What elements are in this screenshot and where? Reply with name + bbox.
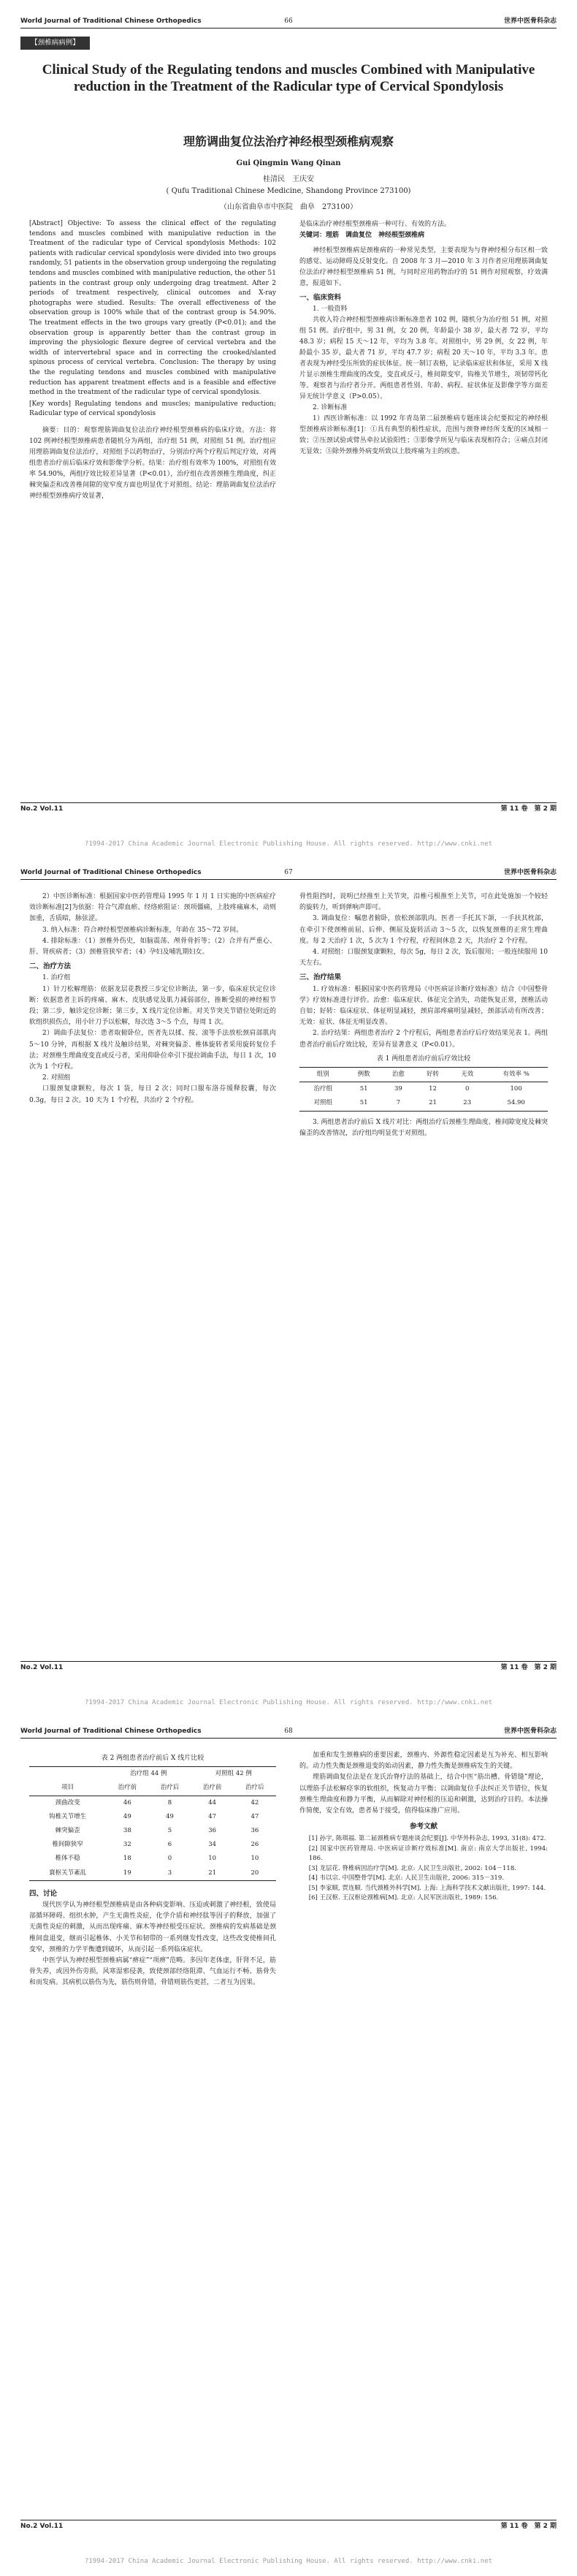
table-cell: 49	[123, 1812, 131, 1820]
table-cell: 46	[123, 1798, 131, 1806]
table-1	[299, 1067, 548, 1112]
efficacy-criteria-paragraph: 1. 疗效标准：根据国家中医药管理局《中医病证诊断疗效标准》结合《中国整骨学》疗效标准进行评价。治愈：临床症状、体征完全消失，功能恢复正常，颈椎活动自如；好转：临床症状、体征明显减轻，颈肩部疼痛明显减轻，颈部活动有所改善；无效：症状、体征无明显改善。	[299, 985, 548, 1027]
inclusion-paragraph: 3. 纳入标准：符合神经根型颈椎病诊断标准，年龄在 35～72 岁间。	[42, 926, 243, 934]
table-cell: 44	[208, 1798, 217, 1806]
intro-paragraph: 神经根型颈椎病是颈椎病的一种常见类型，主要表现为与脊神经根分布区相一致的感觉、运动障碍及反射变化。自 2008 年 3 月—2010 年 3 月作者应用理筋调曲复位法治疗神经根型颈椎病 51 例，与同时应用药物治疗的 51 例作对照观察，疗效满意，报道如下。	[299, 247, 548, 287]
affiliation-cn: （山东省曲阜市中医院 曲阜 273100）	[219, 203, 358, 211]
diagnosis-paragraph: 1）西医诊断标准：以 1992 年青岛第二届颈椎病专题座谈会纪要拟定的神经根型颈椎病诊断标准[1]：①具有典型的根性症状，范围与颈脊神经所支配的区域相一致；②压颈试验或臂丛牵拉试验阳性；③影像学所见与临床表现相符合；④痛点封闭无显效；⑤除外颈椎外病变所致以上肢疼痛为主的疾患。	[299, 415, 548, 455]
reduction-paragraph: 3. 调曲复位：嘱患者俯卧，放松颈部肌肉。医者一手托其下颌，一手扶其枕部，在牵引下使颈椎前屈、后伸、侧屈及旋转活动 3～5 次，以恢复颈椎的正常生理曲度。每 2 天治疗 1 次，5 次为 1 个疗程，疗程间休息 2 天，共治疗 2 个疗程。	[299, 915, 548, 945]
journal-name-en: World Journal of Traditional Chinese Orthopedics	[20, 1728, 202, 1735]
table-cell: 23	[450, 1096, 484, 1111]
section-label: 【颈椎病病例】	[20, 37, 90, 50]
table-group-header: 治疗组 44 例	[106, 1767, 191, 1782]
table-cell: 0	[465, 1085, 470, 1093]
table-cell: 51	[347, 1096, 381, 1111]
right-column	[299, 219, 548, 457]
xray-comparison-paragraph: 3. 两组患者治疗前后 X 线片对比：两组治疗后颈椎生理曲度、椎间隙宽度及棘突偏歪的改善情况，治疗组均明显优于对照组。	[299, 1118, 548, 1137]
reference-item: [2] 国家中医药管理局. 中医病证诊断疗效标准[M]. 南京: 南京大学出版社, 1994: 186.	[308, 1844, 548, 1863]
footer-issue-cn: 第 11 卷 第 2 期	[500, 2523, 557, 2530]
table-cell: 19	[106, 1866, 148, 1881]
left-column	[29, 1750, 276, 1989]
table-header: 治疗前	[106, 1781, 148, 1796]
watermark: ?1994-2017 China Academic Journal Electronic Publishing House. All rights reserved. http://www.cnki.net	[84, 840, 493, 848]
section-heading-1: 一、临床资料	[299, 294, 342, 302]
control-paragraph: 口服颈复康颗粒，每次 1 袋，每日 2 次；同时口服布洛芬缓释胶囊，每次 0.3g，每日 2 次。10 天为 1 个疗程，共治疗 2 个疗程。	[29, 1085, 276, 1104]
table-cell: 3	[148, 1866, 191, 1881]
footer-issue: No.2 Vol.11	[20, 2523, 64, 2530]
journal-name-cn: 世界中医骨科杂志	[503, 869, 557, 876]
section-heading-2: 二、治疗方法	[29, 962, 72, 971]
table-cell: 10	[251, 1855, 259, 1863]
table-header: 治疗后	[148, 1781, 191, 1796]
page-footer	[20, 1661, 557, 1673]
table-row	[299, 1082, 548, 1097]
references-title: 参考文献	[409, 1823, 437, 1831]
exclusion-paragraph: 4. 排除标准：（1）颈椎外伤史，如脑震荡、颅骨骨折等；（2）合并有严重心、肝、肾疾病者；（3）颈椎管狭窄者；（4）孕妇及哺乳期妇女。	[29, 937, 276, 957]
reference-item: [5] 李家顺, 贾连顺. 当代颈椎外科学[M]. 上海: 上海科学技术文献出版社, 1997: 144.	[308, 1884, 546, 1892]
table-cell: 棘突偏歪	[55, 1827, 80, 1835]
table-cell: 21	[416, 1096, 450, 1111]
affiliation-en: ( Qufu Traditional Chinese Medicine, Shandong Province 273100)	[166, 187, 411, 195]
reference-item: [3] 龙层花. 脊椎病因治疗学[M]. 北京: 人民卫生出版社, 2002: 104－118.	[308, 1864, 516, 1872]
table-row	[29, 1824, 276, 1838]
page-footer	[20, 802, 557, 815]
table-2	[29, 1766, 276, 1881]
table-row	[299, 1096, 548, 1111]
table-cell: 21	[191, 1866, 234, 1881]
table-group-header: 对照组 42 例	[191, 1767, 276, 1782]
reference-item: [6] 王汉枢. 王汉枢论颈椎病[M]. 北京: 人民军医出版社, 1989: 156.	[308, 1894, 499, 1902]
table-cell: 6	[167, 1841, 172, 1849]
table-row	[29, 1796, 276, 1810]
discussion-paragraph-4: 理筋调曲复位法是在龙氏治脊疗法的基础上，结合中医“筋出槽、骨错缝”理论，以理筋手法松解痉挛的软组织，恢复动力平衡；以调曲复位手法纠正关节错位，恢复颈椎生理曲度和静力平衡，从而解除对神经根的压迫和刺激，达到治疗目的。本法操作简便，安全有效，患者易于接受，值得临床推广应用。	[299, 1774, 548, 1815]
table-header: 组别	[299, 1068, 347, 1082]
table-header: 好转	[416, 1068, 450, 1082]
subsection-1-1: 1. 一般资料	[313, 305, 348, 313]
journal-name-cn: 世界中医骨科杂志	[503, 18, 557, 25]
table-2-caption: 表 2 两组患者治疗前后 X 线片比较	[101, 1755, 205, 1762]
table-header: 无效	[450, 1068, 484, 1082]
page-3	[0, 1717, 577, 2576]
table-cell: 10	[208, 1855, 217, 1863]
footer-issue: No.2 Vol.11	[20, 805, 64, 813]
table-cell: 26	[251, 1841, 259, 1849]
page-number: 66	[284, 18, 293, 25]
table-cell: 对照组	[299, 1096, 347, 1111]
table-cell: 7	[381, 1096, 416, 1111]
table-header: 治愈	[381, 1068, 416, 1082]
right-column	[299, 1750, 548, 1904]
authors-cn: 桂清民 王庆安	[263, 175, 314, 183]
journal-name-cn: 世界中医骨科杂志	[503, 1728, 557, 1735]
page-header	[20, 866, 557, 880]
page-2	[0, 859, 577, 1717]
table-row	[29, 1852, 276, 1866]
discussion-paragraph-2: 中医学认为神经根型颈椎病属“痹症”“项痹”范畴。多因年老体虚，肝肾不足，筋骨失养，或因外伤劳损，风寒湿邪侵袭，致使颈部经络阻滞、气血运行不畅、筋骨失和而发病。其病机以筋伤为先，筋伤则骨错，骨错则筋伤更甚，二者互为因果。	[29, 1957, 276, 1987]
reference-list	[299, 1834, 548, 1904]
table-cell: 0	[167, 1855, 172, 1863]
watermark: ?1994-2017 China Academic Journal Electronic Publishing House. All rights reserved. http://www.cnki.net	[84, 2558, 493, 2565]
table-cell: 38	[123, 1827, 131, 1835]
general-info-paragraph: 共收入符合神经根型颈椎病诊断标准患者 102 例，随机分为治疗组 51 例，对照组 51 例。治疗组中，男 31 例，女 20 例，年龄最小 38 岁，最大者 72 岁，平均 48.3 岁；病程 15 天～12 年，平均为 3.8 年。对照组中，男 29 例，女 22 例，年龄最小 35 岁，最大者 71 岁，平均 47.7 岁；病程 20 天～10 年，平均 3.3 年。患者表现为神经受压所致的症状体征。统一制订表格，记录临床症状和体征，采用 X 线片显示颈椎生理曲度的改变，变直或反弓，椎间隙变窄，钩椎关节增生，项韧带钙化等。观察者与治疗者分开。两组患者性别、年龄、病程、症状体征及影像学等方面差异无统计学意义（P>0.05）。	[299, 316, 548, 400]
authors-en: Gui Qingmin Wang Qinan	[236, 159, 341, 167]
table-row	[29, 1838, 276, 1852]
table-cell: 颈曲改变	[55, 1798, 80, 1806]
table-cell: 100	[510, 1085, 522, 1093]
page-1	[0, 0, 577, 859]
footer-issue: No.2 Vol.11	[20, 1664, 64, 1671]
treatment-paragraph-2: 2）调曲手法复位：患者取俯卧位，医者先以揉、按、滚等手法放松颈肩部肌肉 5～10 分钟，再根据 X 线片及触诊结果，对棘突偏歪、椎体旋转者采用旋转复位手法；对颈椎生理曲度变直或反弓者，采用仰卧位牵引下提拉调曲手法，每日 1 次，10 次为 1 个疗程。	[29, 1030, 276, 1071]
table-header: 项目	[29, 1781, 106, 1796]
reference-item: [1] 孙宇, 陈琪福. 第二届颈椎病专题座谈会纪要[J]. 中华外科杂志, 1993, 31(8): 472.	[308, 1835, 546, 1843]
table-cell: 51	[359, 1085, 368, 1093]
keywords-en: [Key words] Regulating tendons and muscles; manipulative reduction; Radicular type of cervical spondylosis	[29, 400, 276, 418]
table-cell: 5	[167, 1827, 172, 1835]
abstract-en: [Abstract] Objective: To assess the clinical effect of the regulating tendons and muscles combined with manipulative reduction in the Treatment of the radicular type of Cervical spondylosis Methods: 102 patients with radicular cervical spondylosis were divided into two groups randomly, 51 patients in the observation group undergoing the regulating tendons and muscles combined with manipulative reduction, the other 51 patients in the contrast group only undergoing drag treatment. After 2 periods of treatment respectively, clinical outcomes and X-ray photographs were studied. Results: The overall effectiveness of the observation group is 100% while that of the contrast group is 54.90%. The treatment effects in the two groups vary greatly (P<0.01); and the observation group is apparently better than the contrast group in improving the physiologic flexure degree of cervical vertebra and the width of intervertebral space and in correcting the crooked/slanted spinous process of cervical vertebra. Conclusion: The therapy by using the the regulating tendons and muscles combined with manipulative reduction has apparent treatment effects and is a feasible and effective method in the treatment of the radicular type of cervical spondylosis.	[29, 220, 276, 397]
article-title-en: Clinical Study of the Regulating tendons and muscles Combined with Manipulative reduction in the Treatment of the Radicular type of Cervical Spondylosis	[42, 62, 535, 94]
table-header	[29, 1767, 106, 1782]
right-column	[299, 892, 548, 1139]
table-cell: 椎体不稳	[55, 1855, 80, 1863]
table-cell: 32	[123, 1841, 131, 1849]
page-header	[20, 1725, 557, 1739]
table-cell: 钩椎关节增生	[49, 1812, 87, 1820]
subsection-2-1: 1. 治疗组	[42, 974, 71, 982]
table-cell: 36	[251, 1827, 259, 1835]
section-heading-3: 三、治疗结果	[299, 973, 342, 982]
table-row	[29, 1866, 276, 1881]
journal-name-en: World Journal of Traditional Chinese Orthopedics	[20, 869, 202, 876]
subsection-1-2: 2. 诊断标准	[313, 404, 348, 411]
table-cell: 47	[208, 1812, 217, 1820]
table-header: 治疗后	[234, 1781, 276, 1796]
page-footer	[20, 2520, 557, 2532]
continued-paragraph: 骨性阻挡时，说明已经推至上关节突，沿椎弓根推至上关节，可在此处施加一个较轻的旋转力，听到弹响声即可。	[299, 893, 548, 912]
table-header: 有效率 %	[484, 1068, 548, 1082]
footer-issue-cn: 第 11 卷 第 2 期	[500, 805, 557, 813]
page-header	[20, 15, 557, 29]
left-column	[29, 219, 276, 502]
treatment-result-paragraph: 2. 治疗结果：两组患者治疗 2 个疗程后，两组患者治疗后疗效结果见表 1。两组患者治疗前后疗效比较，差异有显著意义（P<0.01）。	[299, 1030, 548, 1049]
keywords-cn: 关键词：理筋 调曲复位 神经根型颈椎病	[299, 232, 425, 239]
table-cell: 18	[123, 1855, 131, 1863]
left-column	[29, 892, 276, 1106]
table-cell: 寰枢关节紊乱	[29, 1866, 106, 1881]
page-number: 68	[284, 1728, 293, 1735]
footer-issue-cn: 第 11 卷 第 2 期	[500, 1664, 557, 1671]
table-cell: 椎间隙狭窄	[52, 1841, 83, 1849]
discussion-paragraph-1: 现代医学认为神经根型颈椎病是由各种病变影响、压迫或刺激了神经根，致使局部循环障碍、组织水肿，产生无菌性炎症，化学介质和神经肽等因子的释放，加强了无菌性炎症的刺激，从而出现疼痛、麻木等神经根受压症状。颈椎病的发病基础是颈椎间盘退变，继而引起椎体、小关节和韧带的一系列继发性改变，这些改变使椎间孔变窄，颈椎的力学平衡遭到破坏，从而引起一系列临床症状。	[29, 1901, 276, 1953]
table-cell: 8	[167, 1798, 172, 1806]
reference-item: [4] 韦以宗. 中国整骨学[M]. 北京: 人民卫生出版社, 2006: 315－319.	[308, 1874, 504, 1882]
article-title-cn: 理筋调曲复位法治疗神经根型颈椎病观察	[183, 134, 394, 148]
control-group-paragraph: 4. 对照组：口服颈复康颗粒，每次 5g，每日 2 次，饭后服用；一般连续服用 10 天左右。	[299, 949, 548, 968]
table-1-caption: 表 1 两组患者治疗前后疗效比较	[376, 1055, 471, 1063]
table-cell: 49	[166, 1812, 174, 1820]
section-heading-4: 四、讨论	[29, 1889, 58, 1898]
journal-name-en: World Journal of Traditional Chinese Orthopedics	[20, 18, 202, 25]
table-row	[29, 1810, 276, 1824]
abstract-cn-end: 是临床治疗神经根型颈椎病一种可行、有效的方法。	[299, 221, 451, 228]
treatment-paragraph-1: 1）针刀松解理筋：依据龙层花教授三步定位诊断法，第一步，临床症状定位诊断：依据患者主诉的疼痛、麻木、皮肤感觉及肌力减弱部位，推断受损的神经根节段；第二步，触诊定位诊断；第三步，X 线片定位诊断。对关节突关节错位处附近的软组织损伤点，用小针刀予以松解，每次选 3～5 个点，每周 1 次。	[29, 985, 276, 1027]
table-header: 例数	[347, 1068, 381, 1082]
tcm-criteria-paragraph: 2）中医诊断标准：根据国家中医药管理局 1995 年 1 月 1 日实施的中医病症疗效诊断标准[2]为依据：符合气滞血瘀、经络瘀阻证：颈项僵痛，上肢疼痛麻木，动则加重，舌质暗，脉弦涩。	[29, 893, 276, 923]
table-cell: 47	[251, 1812, 259, 1820]
table-cell: 36	[208, 1827, 217, 1835]
table-cell: 34	[208, 1841, 217, 1849]
subsection-2-2: 2. 对照组	[42, 1074, 71, 1082]
table-cell: 39	[394, 1085, 402, 1093]
page-number: 67	[284, 869, 293, 876]
table-cell: 20	[234, 1866, 276, 1881]
table-cell: 12	[429, 1085, 437, 1093]
table-cell: 治疗组	[313, 1085, 333, 1093]
table-cell: 42	[251, 1798, 259, 1806]
watermark: ?1994-2017 China Academic Journal Electronic Publishing House. All rights reserved. http://www.cnki.net	[84, 1699, 493, 1706]
table-cell: 54.90	[484, 1096, 548, 1111]
abstract-cn: 摘要：目的：观察理筋调曲复位法治疗神经根型颈椎病的临床疗效。方法：将 102 例神经根型颈椎病患者随机分为两组，治疗组 51 例，对照组 51 例。治疗组应用理筋调曲复位法治疗，对照组予以药物治疗，分别治疗两个疗程后判定疗效，对两组患者治疗前后临床疗效和影像学分析。结果：治疗组有效率为 100%，对照组有效率 54.90%，两组疗效比较差异显著（P<0.01），治疗组在改善颈椎生理曲度，纠正棘突偏歪和改善椎间隙的宽窄度方面也明显优于对照组。结论：理筋调曲复位法治疗神经根型颈椎病疗效显著，	[29, 426, 276, 500]
discussion-paragraph-3: 加重和发生颈椎病的重要因素，颈椎内、外源性稳定因素是互为补充、相互影响的。动力性失衡是颈椎退变的始动因素，静力性失衡是颈椎病发生的关键。	[299, 1752, 548, 1771]
table-header: 治疗前	[191, 1781, 234, 1796]
